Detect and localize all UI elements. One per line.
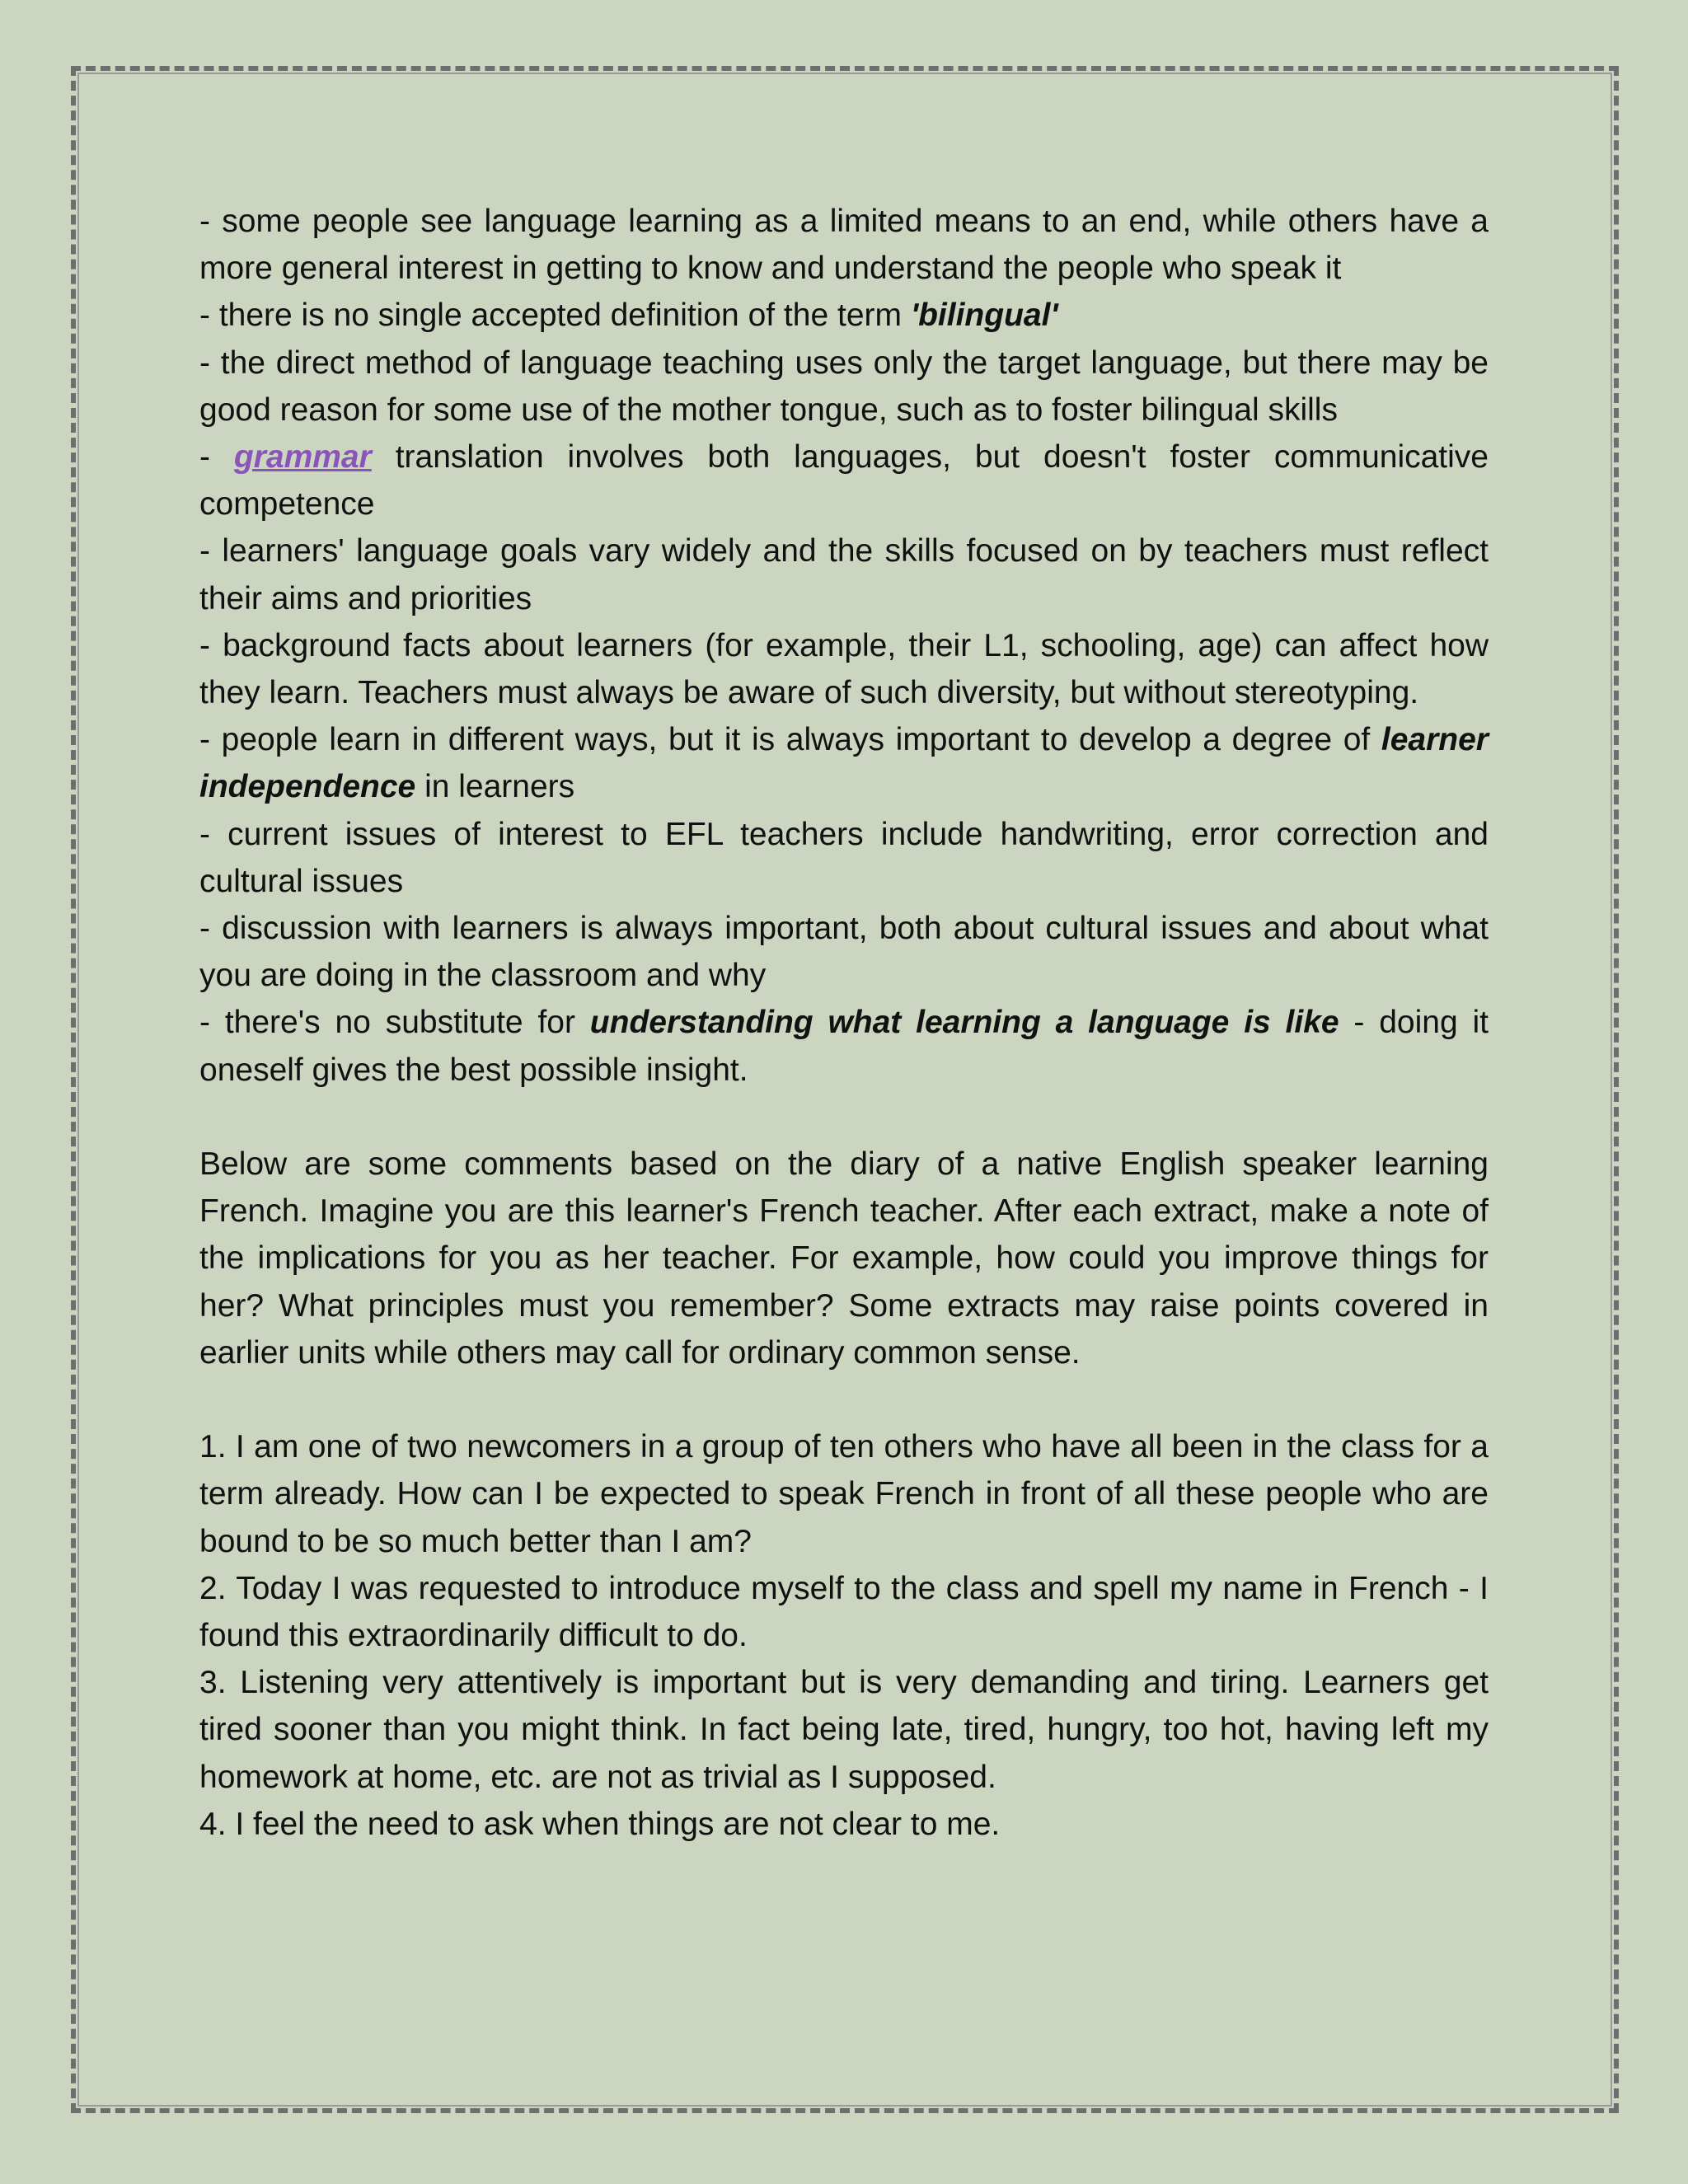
bullet-item: - learners' language goals vary widely and the skills focused on by teachers must reflect their aims and priorities bbox=[199, 533, 1489, 616]
bullet-item: - the direct method of language teaching uses only the target language, but there may be good reason for some use of the mother tongue, such as to foster bilingual skills bbox=[199, 344, 1489, 428]
extract-item: 1. I am one of two newcomers in a group of ten others who have all been in the class for a term already. How can I be expected to speak French in front of all these people who are bound to be so much better than I am? bbox=[199, 1429, 1489, 1559]
extract-item: 2. Today I was requested to introduce myself to the class and spell my name in French - I found this extraordinarily difficult to do. bbox=[199, 1570, 1489, 1654]
grammar-link[interactable]: grammar bbox=[233, 439, 372, 476]
bullet-item bbox=[199, 434, 1489, 527]
bullet-text: - doing it oneself gives the best possible insight. bbox=[199, 1005, 1489, 1088]
spacer bbox=[199, 1094, 1489, 1141]
bullet-text: - there is no single accepted definition of the term bbox=[199, 298, 911, 334]
spacer bbox=[199, 1376, 1489, 1423]
bullet-text: - people learn in different ways, but it is always important to develop a degree of bbox=[199, 722, 1381, 758]
document-body bbox=[199, 198, 1489, 1848]
term-understanding: understanding what learning a language is like bbox=[589, 1005, 1339, 1041]
bullet-item bbox=[199, 292, 1489, 339]
extract-item: 3. Listening very attentively is important but is very demanding and tiring. Learners get tired sooner than you might think. In fact being late, tired, hungry, too hot, having left my homework at home, etc. are not as trivial as I supposed. bbox=[199, 1665, 1489, 1795]
bullet-text: - bbox=[199, 439, 234, 476]
term-learner-independence: learner independence bbox=[199, 722, 1489, 805]
bullet-text: - there's no substitute for bbox=[199, 1005, 590, 1041]
extract-item: 4. I feel the need to ask when things are not clear to me. bbox=[199, 1806, 1001, 1842]
bullet-item bbox=[199, 716, 1489, 810]
bullet-text: translation involves both languages, but doesn't foster communicative competence bbox=[199, 439, 1489, 523]
intro-paragraph: Below are some comments based on the diary of a native English speaker learning French. Imagine you are this learner's French teacher. After each extract, make a note of the implications for you as her teacher. For example, how could you improve things for her? What principles must you remember? Some extracts may raise points covered in earlier units while others may call for ordinary common sense. bbox=[199, 1146, 1489, 1371]
bullet-item: - current issues of interest to EFL teachers include handwriting, error correction and cultural issues bbox=[199, 816, 1489, 899]
bullet-item bbox=[199, 999, 1489, 1093]
bullet-item: - background facts about learners (for example, their L1, schooling, age) can affect how they learn. Teachers must always be aware of such diversity, but without stereotyping. bbox=[199, 627, 1489, 711]
bullet-item: - some people see language learning as a limited means to an end, while others have a more general interest in getting to know and understand the people who speak it bbox=[199, 204, 1489, 287]
bullet-item: - discussion with learners is always important, both about cultural issues and about what you are doing in the classroom and why bbox=[199, 911, 1489, 994]
term-bilingual: 'bilingual' bbox=[910, 298, 1058, 334]
bullet-text: in learners bbox=[415, 769, 575, 805]
